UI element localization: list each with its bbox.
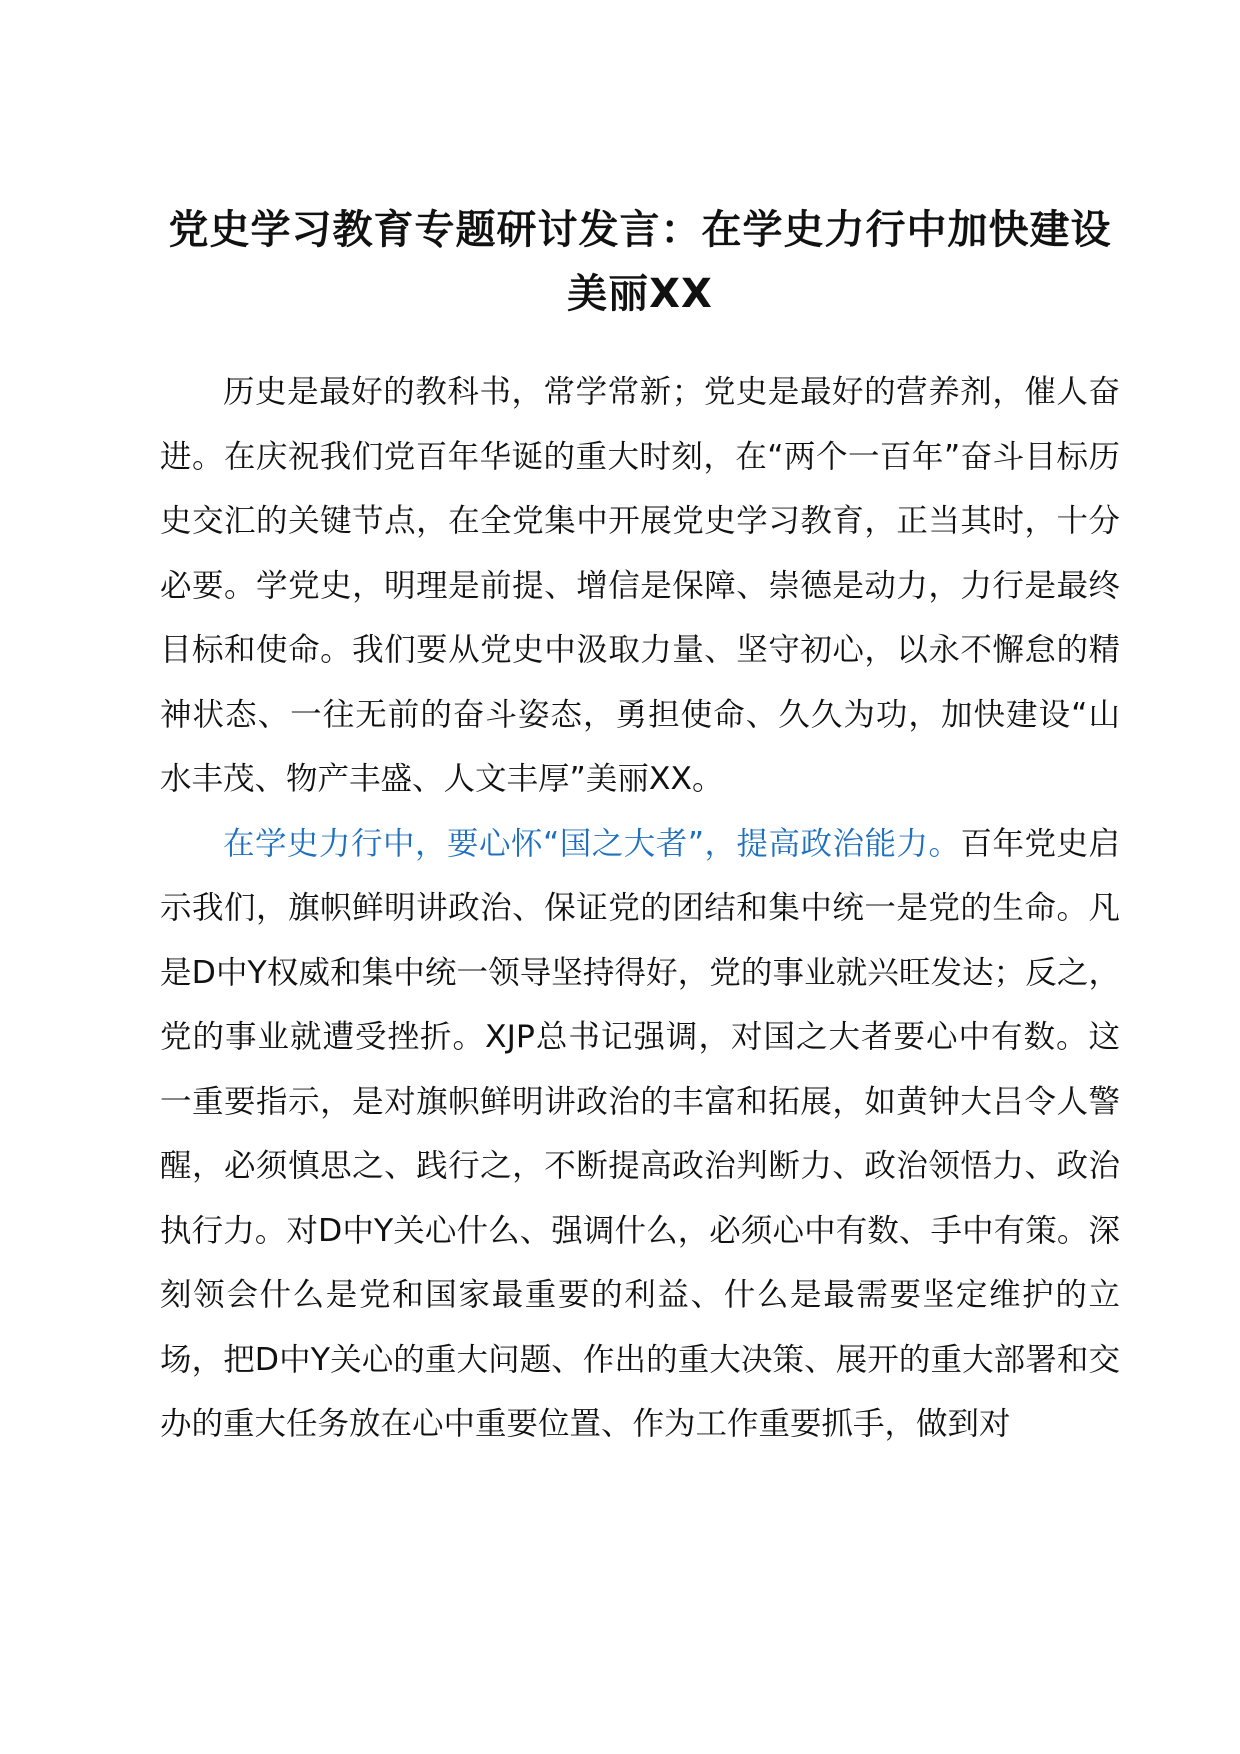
paragraph-2-text: 百年党史启示我们，旗帜鲜明讲政治、保证党的团结和集中统一是党的生命。凡是D中Y权威和集中统一领导坚持得好，党的事业就兴旺发达；反之，党的事业就遭受挫折。XJP总书记强调，对国之大者要心中有数。这一重要指示，是对旗帜鲜明讲政治的丰富和拓展，如黄钟大吕令人警醒，必须慎思之、践行之，不断提高政治判断力、政治领悟力、政治执行力。对D中Y关心什么、强调什么，必须心中有数、手中有策。深刻领会什么是党和国家最重要的利益、什么是最需要坚定维护的立场，把D中Y关心的重大问题、作出的重大决策、展开的重大部署和交办的重大任务放在心中重要位置、作为工作重要抓手，做到对	[160, 825, 1120, 1442]
document-title: 党史学习教育专题研讨发言：在学史力行中加快建设美丽XX	[168, 207, 1112, 317]
paragraph-2	[160, 812, 1120, 1457]
paragraph-1	[160, 360, 1120, 812]
document-page	[160, 198, 1120, 1457]
paragraph-1-text: 历史是最好的教科书，常学常新；党史是最好的营养剂，催人奋进。在庆祝我们党百年华诞的重大时刻，在“两个一百年”奋斗目标历史交汇的关键节点，在全党集中开展党史学习教育，正当其时，十分必要。学党史，明理是前提、增信是保障、崇德是动力，力行是最终目标和使命。我们要从党史中汲取力量、坚守初心，以永不懈怠的精神状态、一往无前的奋斗姿态，勇担使命、久久为功，加快建设“山水丰茂、物产丰盛、人文丰厚”美丽XX。	[160, 374, 1120, 797]
paragraph-2-heading: 在学史力行中，要心怀“国之大者”，提高政治能力。	[223, 825, 961, 862]
